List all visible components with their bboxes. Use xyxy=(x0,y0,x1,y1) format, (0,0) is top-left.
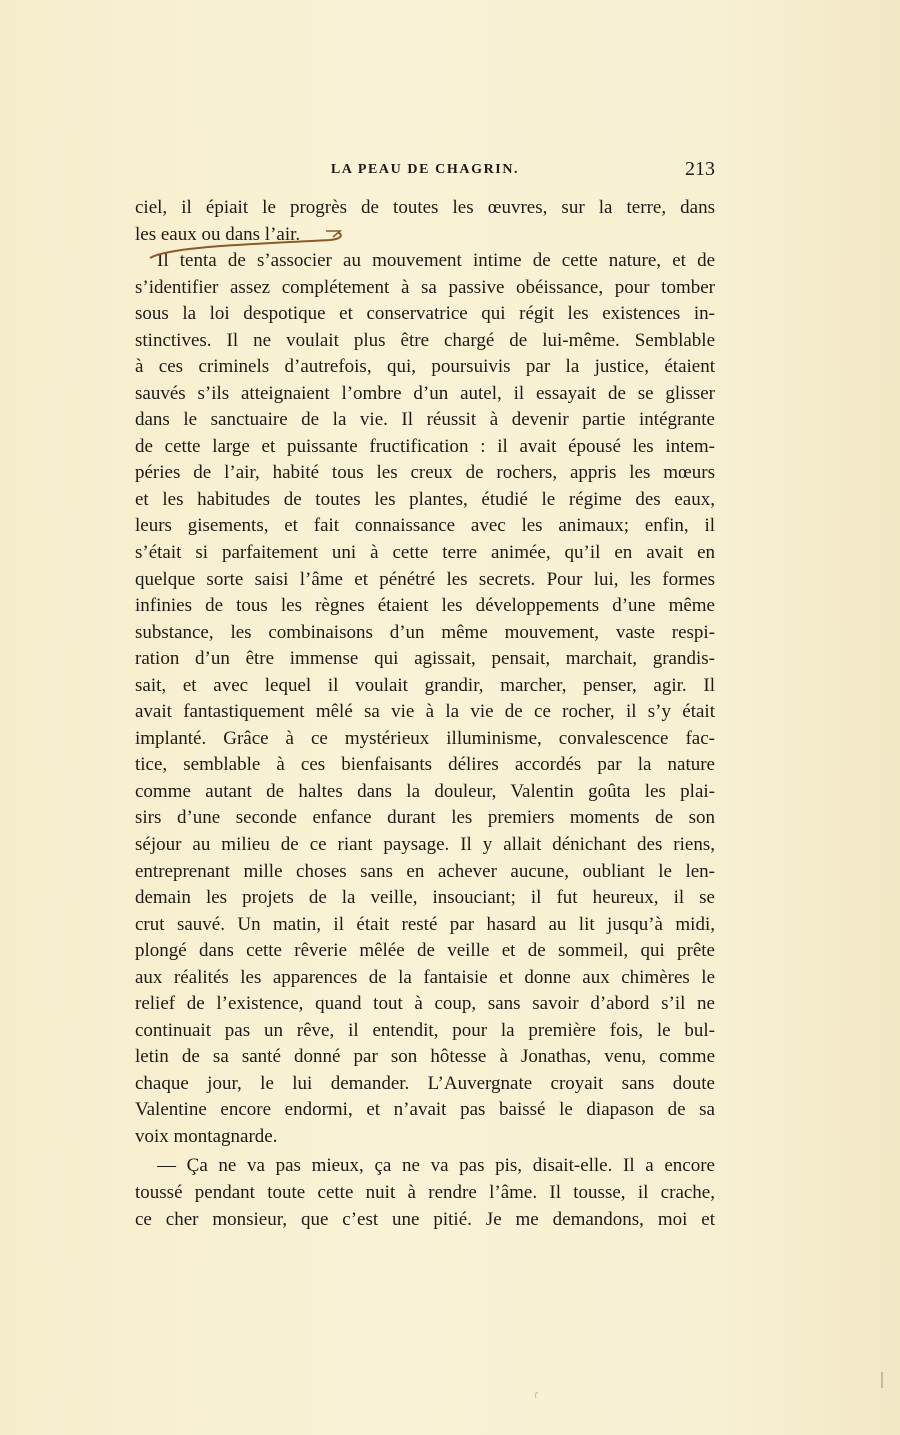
text-line: relief de l’existence, quand tout à coup, sans savoir d’abord s’il ne xyxy=(135,993,715,1015)
text-line: Valentine encore endormi, et n’avait pas baissé le diapason de sa xyxy=(135,1099,715,1121)
text-line: de cette large et puissante fructification : il avait épousé les intem- xyxy=(135,435,715,457)
text-line: demain les projets de la veille, insouciant; il fut heureux, il se xyxy=(135,887,715,909)
text-line: tice, semblable à ces bienfaisants délires accordés par la nature xyxy=(135,754,715,776)
text-line: substance, les combinaisons d’un même mouvement, vaste respi- xyxy=(135,621,715,643)
text-line: infinies de tous les règnes étaient les développements d’une même xyxy=(135,595,715,617)
text-line: dans le sanctuaire de la vie. Il réussit à devenir partie intégrante xyxy=(135,409,715,431)
text-line: aux réalités les apparences de la fantaisie et donne aux chimères le xyxy=(135,966,715,988)
stray-mark xyxy=(535,1392,538,1398)
text-line: quelque sorte saisi l’âme et pénétré les secrets. Pour lui, les formes xyxy=(135,568,715,590)
text-line: stinctives. Il ne voulait plus être chargé de lui-même. Semblable xyxy=(135,329,715,351)
page-number: 213 xyxy=(685,158,715,180)
text-line: s’identifier assez complétement à sa passive obéissance, pour tomber xyxy=(135,276,715,298)
text-line: implanté. Grâce à ce mystérieux illuminisme, convalescence fac- xyxy=(135,727,715,749)
text-line: chaque jour, le lui demander. L’Auvergnate croyait sans doute xyxy=(135,1072,715,1094)
text-line: toussé pendant toute cette nuit à rendre l’âme. Il tousse, il crache, xyxy=(135,1182,715,1203)
text-line: letin de sa santé donné par son hôtesse à Jonathas, venu, comme xyxy=(135,1046,715,1068)
text-line: — Ça ne va pas mieux, ça ne va pas pis, disait-elle. Il a encore xyxy=(157,1155,715,1176)
text-line: ciel, il épiait le progrès de toutes les œuvres, sur la terre, dans xyxy=(135,197,715,218)
text-line: ce cher monsieur, que c’est une pitié. Je me demandons, moi et xyxy=(135,1209,715,1230)
text-line: sirs d’une seconde enfance durant les premiers moments de son xyxy=(135,807,715,829)
text-line: entreprenant mille choses sans en achever aucune, oubliant le len- xyxy=(135,860,715,882)
text-line: sous la loi despotique et conservatrice qui régit les existences in- xyxy=(135,303,715,325)
text-line: sauvés s’ils atteignaient l’ombre d’un autel, il essayait de se glisser xyxy=(135,382,715,404)
text-line: à ces criminels d’autrefois, qui, poursuivis par la justice, étaient xyxy=(135,356,715,378)
text-line: leurs gisements, et fait connaissance avec les animaux; enfin, il xyxy=(135,515,715,537)
text-line: sait, et avec lequel il voulait grandir, marcher, penser, agir. Il xyxy=(135,674,715,696)
text-line: les eaux ou dans l’air. xyxy=(135,223,301,245)
text-line: Il tenta de s’associer au mouvement intime de cette nature, et de xyxy=(157,250,715,272)
text-line: et les habitudes de toutes les plantes, étudié le régime des eaux, xyxy=(135,488,715,510)
book-title: LA PEAU DE CHAGRIN. xyxy=(330,162,520,177)
text-line: comme autant de haltes dans la douleur, Valentin goûta les plai- xyxy=(135,780,715,802)
text-line: péries de l’air, habité tous les creux de rochers, appris les mœurs xyxy=(135,462,715,484)
text-line: avait fantastiquement mêlé sa vie à la vie de ce rocher, il s’y était xyxy=(135,701,715,723)
text-line: continuait pas un rêve, il entendit, pour la première fois, le bul- xyxy=(135,1019,715,1041)
text-line: crut sauvé. Un matin, il était resté par hasard au lit jusqu’à midi, xyxy=(135,913,715,935)
text-line: plongé dans cette rêverie mêlée de veille et de sommeil, qui prête xyxy=(135,940,715,962)
text-line: séjour au milieu de ce riant paysage. Il y allait dénichant des riens, xyxy=(135,833,715,855)
text-line: voix montagnarde. xyxy=(135,1125,278,1147)
text-line: s’était si parfaitement uni à cette terre animée, qu’il en avait en xyxy=(135,542,715,564)
text-line: ration d’un être immense qui agissait, pensait, marchait, grandis- xyxy=(135,648,715,670)
